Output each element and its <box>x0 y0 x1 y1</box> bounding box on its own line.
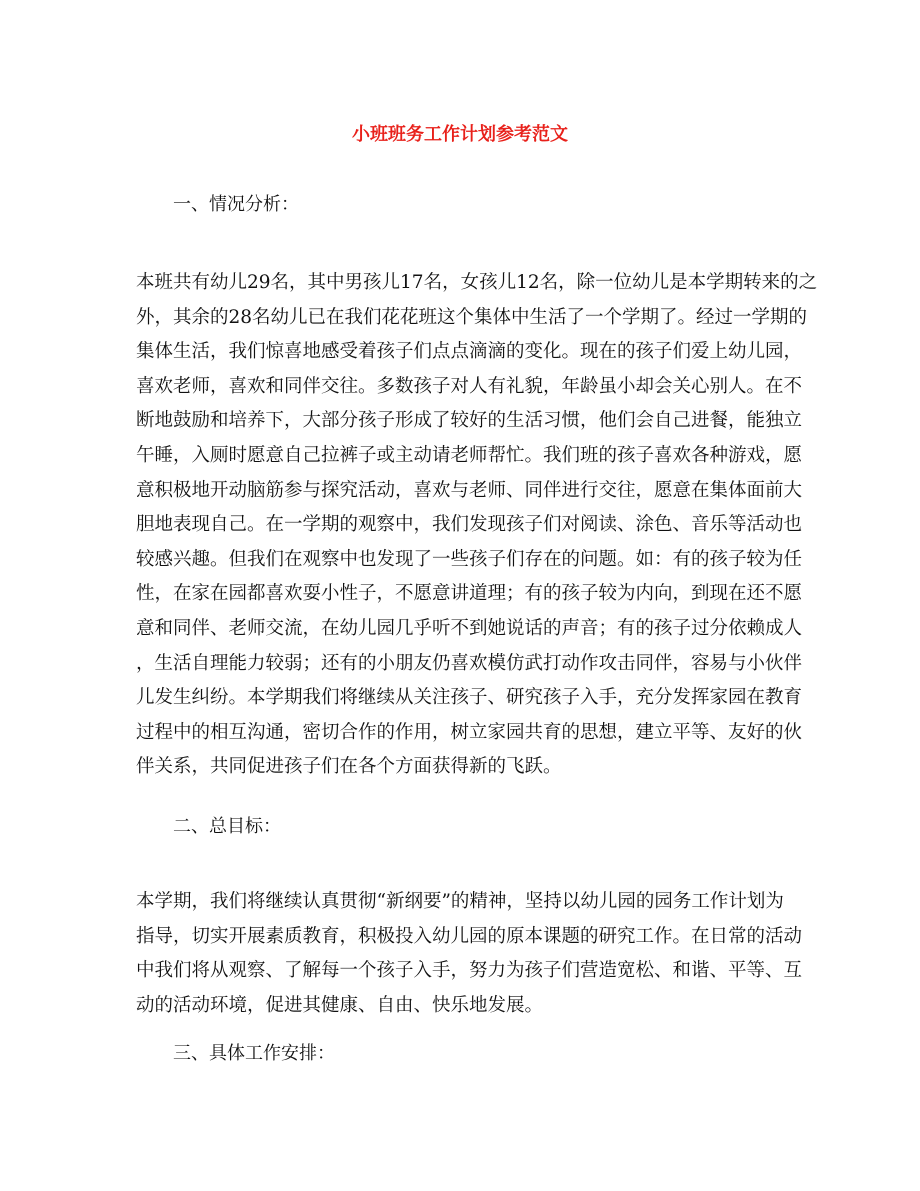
text-line: 指导，切实开展素质教育，积极投入幼儿园的原本课题的研究工作。在日常的活动 <box>136 925 803 947</box>
text-line: 胆地表现自己。在一学期的观察中，我们发现孩子们对阅读、涂色、音乐等活动也 <box>136 514 803 536</box>
section-heading-goals: 二、总目标： <box>173 816 281 837</box>
text-line: 集体生活，我们惊喜地感受着孩子们点点滴滴的变化。现在的孩子们爱上幼儿园， <box>136 341 803 363</box>
text-line: 本学期，我们将继续认真贯彻“新纲要”的精神，坚持以幼儿园的园务工作计划为 <box>136 891 784 912</box>
text-line: 性，在家在园都喜欢耍小性子，不愿意讲道理；有的孩子较为内向，到现在还不愿 <box>136 583 803 605</box>
text-line: ，生活自理能力较弱；还有的小朋友仍喜欢模仿武打动作攻击同伴，容易与小伙伴 <box>136 652 803 674</box>
section-heading-arrangements: 三、具体工作安排： <box>173 1043 335 1064</box>
text-line: 断地鼓励和培养下，大部分孩子形成了较好的生活习惯，他们会自己进餐，能独立 <box>136 410 803 432</box>
text-line: 伴关系，共同促进孩子们在各个方面获得新的飞跃。 <box>136 756 562 778</box>
text-line: 儿发生纠纷。本学期我们将继续从关注孩子、研究孩子入手，充分发挥家园在教育 <box>136 687 803 709</box>
paragraph-analysis <box>136 266 818 785</box>
text-line: 动的活动环境，促进其健康、自由、快乐地发展。 <box>136 994 544 1016</box>
text-line: 过程中的相互沟通，密切合作的作用，树立家园共育的思想，建立平等、友好的伙 <box>136 721 803 743</box>
text-line: 中我们将从观察、了解每一个孩子入手，努力为孩子们营造宽松、和谐、平等、互 <box>136 960 803 982</box>
document-title: 小班班务工作计划参考范文 <box>352 124 568 145</box>
section-heading-analysis: 一、情况分析： <box>173 194 299 215</box>
text-line: 意和同伴、老师交流，在幼儿园几乎听不到她说话的声音；有的孩子过分依赖成人 <box>136 617 803 639</box>
text-line: 较感兴趣。但我们在观察中也发现了一些孩子们存在的问题。如：有的孩子较为任 <box>136 548 803 570</box>
text-line: 外，其余的28名幼儿已在我们花花班这个集体中生活了一个学期了。经过一学期的 <box>136 306 808 328</box>
text-line: 喜欢老师，喜欢和同伴交往。多数孩子对人有礼貌，年龄虽小却会关心别人。在不 <box>136 375 803 397</box>
text-line: 午睡，入厕时愿意自己拉裤子或主动请老师帮忙。我们班的孩子喜欢各种游戏，愿 <box>136 444 803 466</box>
text-line: 本班共有幼儿29名，其中男孩儿17名，女孩儿12名，除一位幼儿是本学期转来的之 <box>136 272 818 293</box>
text-line: 意积极地开动脑筋参与探究活动，喜欢与老师、同伴进行交往，愿意在集体面前大 <box>136 479 803 501</box>
paragraph-goals <box>136 885 803 1023</box>
